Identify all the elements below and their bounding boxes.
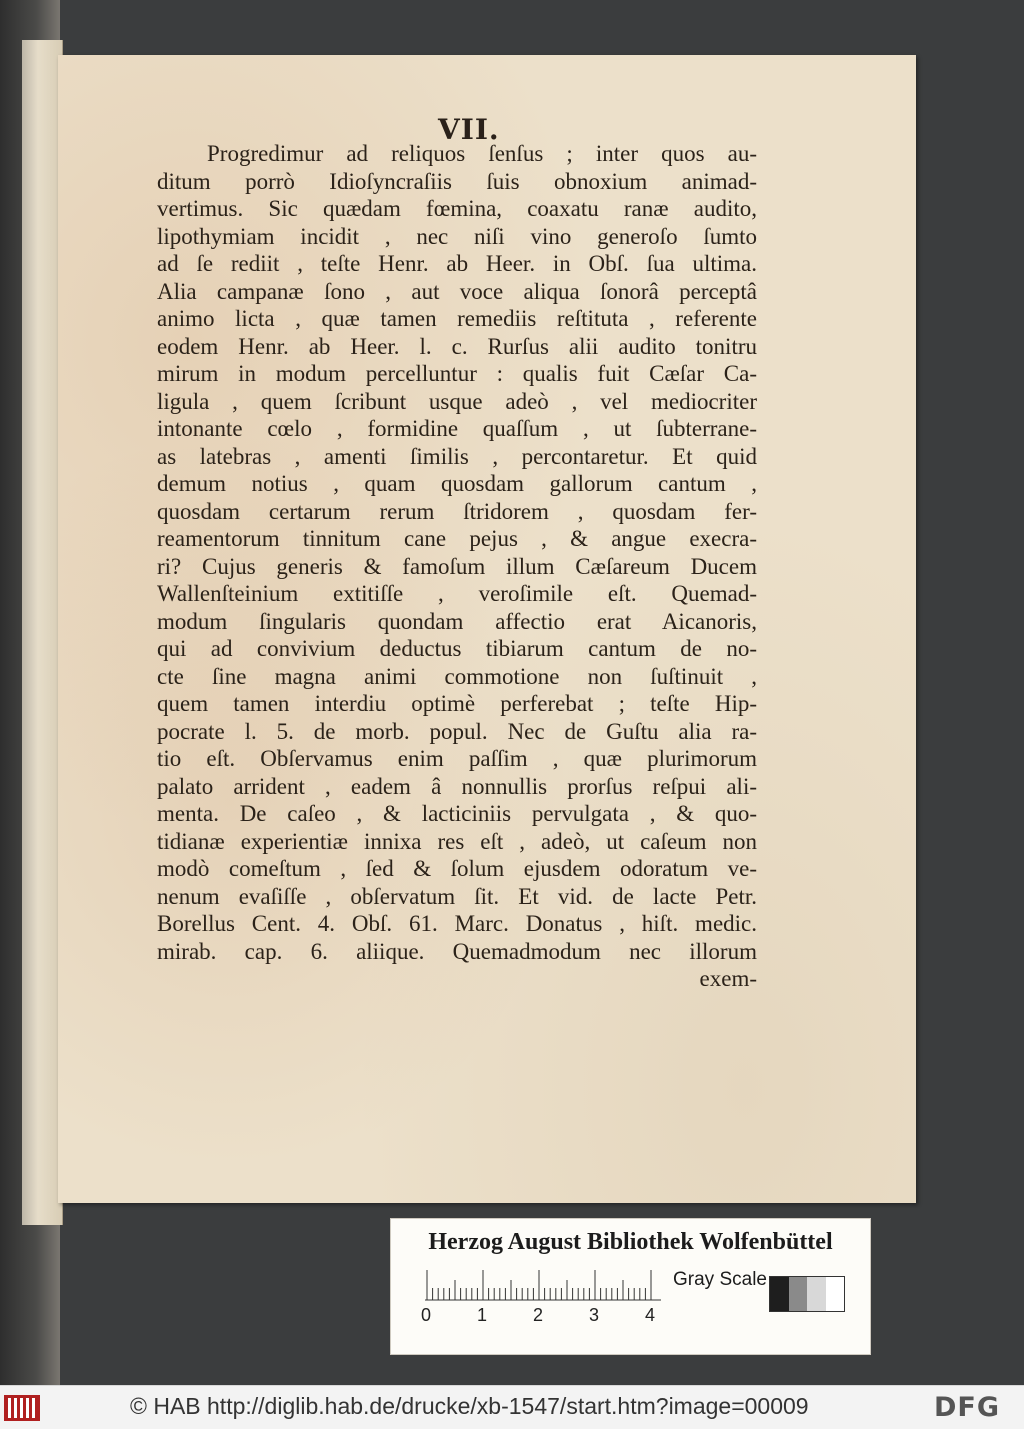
gray-scale-swatch — [769, 1276, 845, 1312]
text-line: Progredimur ad reliquos ſenſus ; inter quos au- — [207, 141, 757, 166]
library-name: Herzog August Bibliothek Wolfenbüttel — [428, 1229, 833, 1255]
text-line: tidianæ experientiæ innixa res eſt , adeò, ut caſeum non — [157, 828, 757, 854]
gray-scale-label: Gray Scale — [673, 1269, 767, 1290]
color-target-card — [390, 1218, 871, 1355]
text-line: ad ſe rediit , teſte Henr. ab Heer. in Obſ. ſua ultima. — [157, 251, 757, 276]
measurement-ruler — [425, 1267, 661, 1301]
viewer-footer — [0, 1385, 1024, 1429]
text-line: vertimus. Sic quædam fœmina, coaxatu ranæ audito, — [157, 196, 757, 221]
text-line: tio eſt. Obſervamus enim paſſim , quæ plurimorum — [157, 746, 757, 771]
text-line: animo licta , quæ tamen remediis reſtituta , referente — [157, 306, 757, 331]
text-line: Wallenſteinium extitiſſe , veroſimile eſt. Quemad- — [157, 581, 757, 606]
text-line: quosdam certarum rerum ſtridorem , quosdam fer- — [157, 498, 757, 524]
text-line: lipothymiam incidit , nec niſi vino generoſo ſumto — [157, 223, 757, 249]
text-line: menta. De caſeo , & lacticiniis pervulgata , & quo- — [157, 801, 757, 826]
text-line: pocrate l. 5. de morb. popul. Nec de Guſtu alia ra- — [157, 718, 757, 744]
text-line: nenum evaſiſſe , obſervatum ſit. Et vid. de lacte Petr. — [157, 883, 757, 909]
text-line: intonante cœlo , formidine quaſſum , ut ſubterrane- — [157, 416, 757, 441]
ruler-label: 0 — [421, 1305, 432, 1325]
text-line: quem tamen interdiu optimè perferebat ; teſte Hip- — [157, 691, 757, 716]
gray-patch — [770, 1277, 789, 1311]
text-line: ditum porrò Idioſyncraſiis ſuis obnoxium animad- — [157, 168, 757, 194]
gray-patch — [789, 1277, 808, 1311]
ruler-label: 2 — [533, 1305, 544, 1325]
text-line: Alia campanæ ſono , aut voce aliqua ſonorâ perceptâ — [157, 278, 757, 304]
text-line: cte ſine magna animi commotione non ſuſtinuit , — [157, 663, 757, 689]
text-line: palato arrident , eadem â nonnullis prorſus reſpui ali- — [157, 773, 757, 799]
text-line: modum ſingularis quondam affectio erat Aicanoris, — [157, 608, 757, 634]
text-line: mirum in modum percelluntur : qualis fuit Cæſar Ca- — [157, 361, 757, 386]
page-number: VII. — [438, 113, 500, 146]
ruler-label: 1 — [477, 1305, 488, 1325]
dfg-logo: DFG — [934, 1392, 1001, 1423]
source-link[interactable]: © HAB http://diglib.hab.de/drucke/xb-1547/start.htm?image=00009 — [130, 1393, 809, 1419]
page-text — [157, 140, 757, 993]
text-line: eodem Henr. ab Heer. l. c. Rurſus alii audito tonitru — [157, 333, 757, 359]
catchword: exem- — [699, 966, 757, 991]
text-line: ri? Cujus generis & famoſum illum Cæſareum Ducem — [157, 553, 757, 579]
text-line: modò comeſtum , ſed & ſolum ejusdem odoratum ve- — [157, 856, 757, 881]
underlying-page-edge — [22, 40, 63, 1225]
text-line: Borellus Cent. 4. Obſ. 61. Marc. Donatus , hiſt. medic. — [157, 911, 757, 936]
ruler-label: 4 — [645, 1305, 656, 1325]
text-line: ligula , quem ſcribunt usque adeò , vel mediocriter — [157, 388, 757, 414]
text-line: qui ad convivium deductus tibiarum cantum de no- — [157, 636, 757, 661]
hab-logo-icon — [4, 1395, 40, 1421]
gray-patch — [826, 1277, 845, 1311]
gray-patch — [807, 1277, 826, 1311]
ruler-label: 3 — [589, 1305, 600, 1325]
text-line: demum notius , quam quosdam gallorum cantum , — [157, 471, 757, 496]
text-line: reamentorum tinnitum cane pejus , & angue execra- — [157, 526, 757, 551]
text-line: as latebras , amenti ſimilis , percontaretur. Et quid — [157, 443, 757, 469]
text-line: mirab. cap. 6. aliique. Quemadmodum nec illorum — [157, 938, 757, 964]
